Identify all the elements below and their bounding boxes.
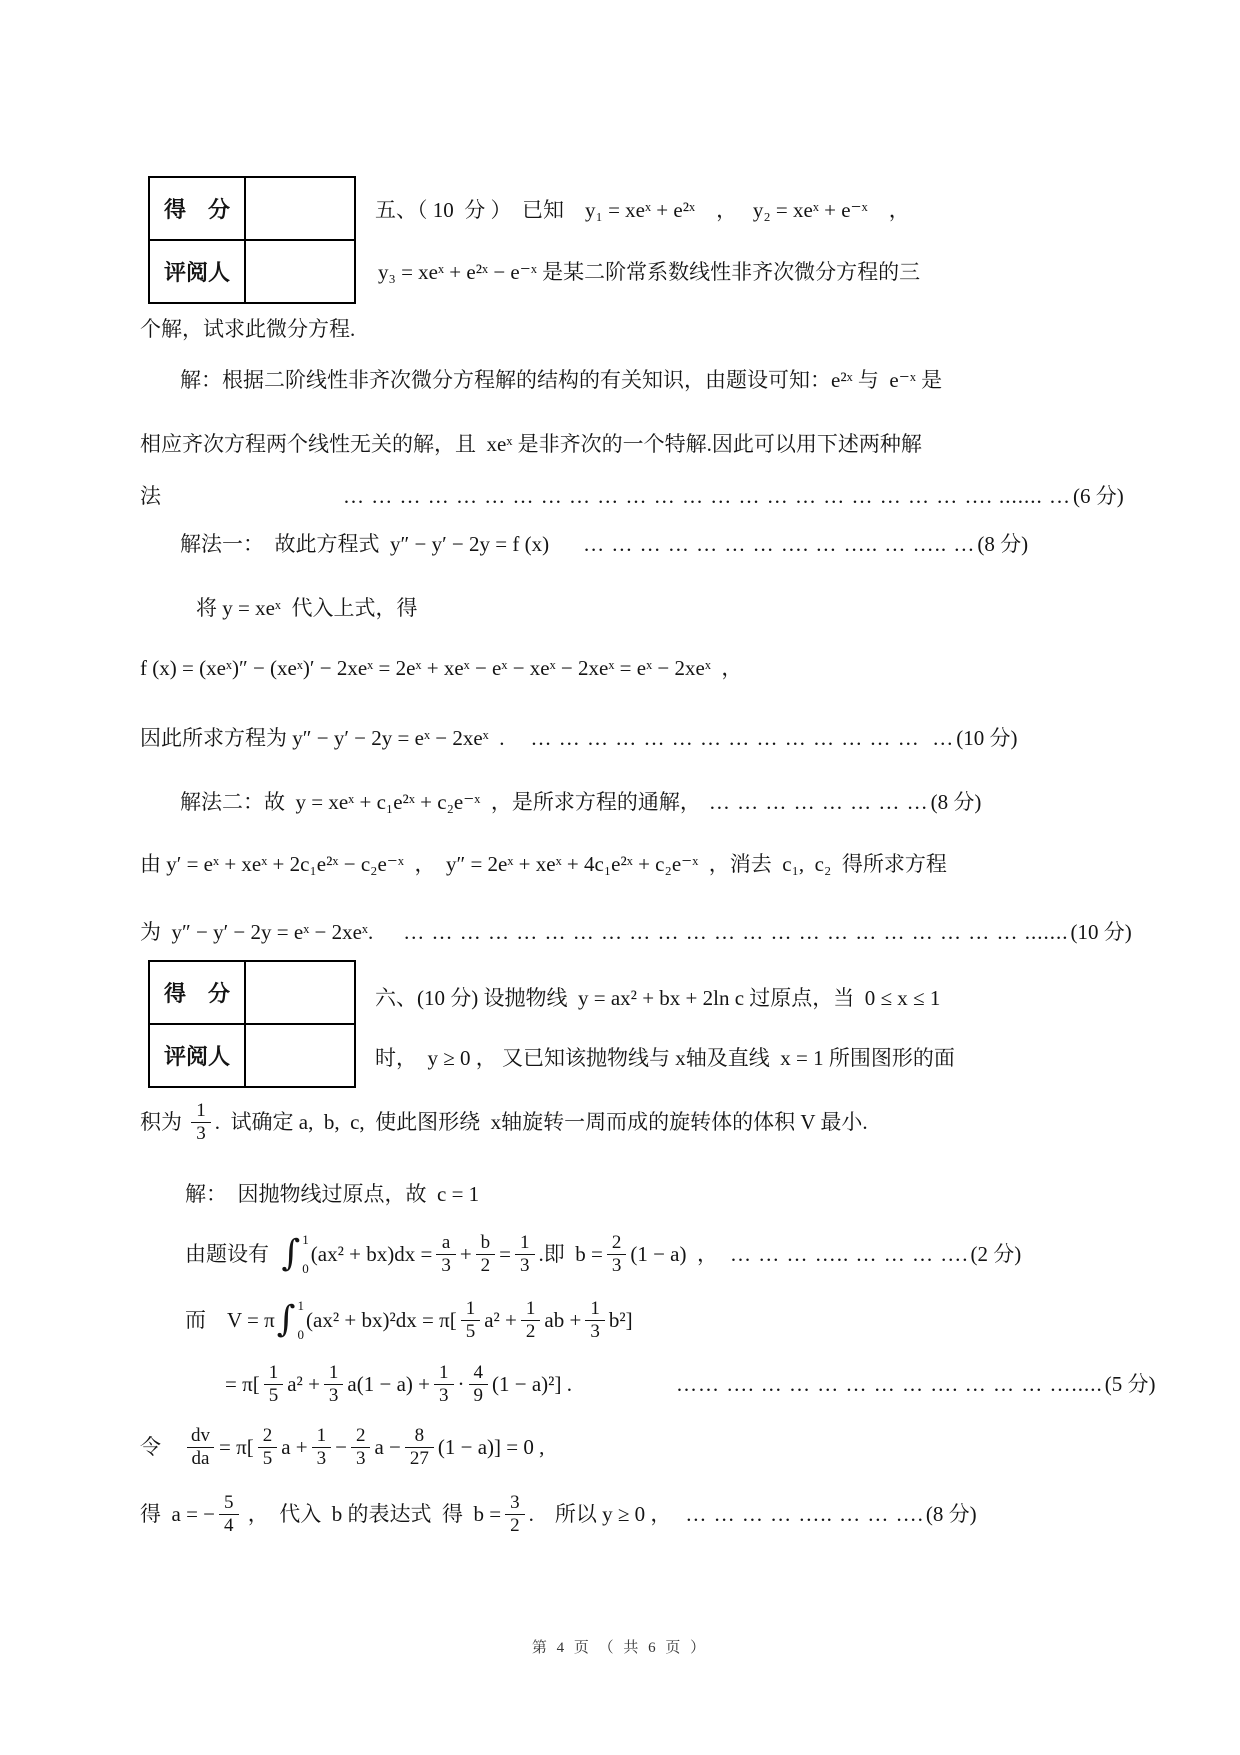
p5-method2-result-text: 为 y″ − y′ − 2y = eˣ − 2xeˣ. (140, 920, 374, 944)
p5-method1-result (140, 724, 1018, 752)
score-box-problem5 (148, 176, 356, 304)
score-mark-8: (8 分) (925, 1502, 977, 1527)
fraction-5-4 (219, 1492, 239, 1537)
p6-final-term1: ， 代入 b 的表达式 得 b = (242, 1502, 502, 1527)
fraction-numerator: 1 (465, 1298, 476, 1319)
p5-solution-intro1 (180, 366, 942, 394)
fraction-denominator: 9 (469, 1384, 489, 1407)
p6-solution-c (185, 1180, 479, 1208)
dots-leader: … … … … … … … … (708, 790, 929, 814)
fraction-numerator: 2 (355, 1425, 366, 1446)
fraction-numerator: 1 (520, 1232, 530, 1253)
fraction-dv-da (186, 1425, 215, 1470)
fraction-numerator: 3 (510, 1492, 520, 1513)
fraction-denominator: 5 (461, 1320, 481, 1343)
equals-sign: = (499, 1242, 511, 1267)
p6-derivative-equation (140, 1425, 544, 1470)
p5-method2-derivatives-text: 由 y′ = eˣ + xeˣ + 2c₁e²ˣ − c₂e⁻ˣ ， y″ = 2eˣ + xeˣ + 4c₁e²ˣ + c₂e⁻ˣ ，消去 c₁, c₂ 得所求方程 (140, 852, 947, 876)
integral-lower-limit: 0 (302, 1261, 309, 1277)
integral-0-1 (277, 1299, 304, 1341)
p5-statement-text1: 五、（ 10 分 ） 已知 y₁ = xeˣ + e²ˣ ， y₂ = xeˣ + e⁻ˣ ， (375, 198, 910, 222)
fraction-8-27 (405, 1425, 434, 1470)
fraction-numerator: a (441, 1232, 451, 1253)
dots-leader: … … … … … … … …. … ….. … ….. … (583, 532, 976, 556)
score-label: 得 分 (150, 178, 246, 239)
fraction-denominator: 5 (264, 1384, 284, 1407)
p6-volume-term1: a² + (484, 1308, 517, 1333)
p5-method1-head-text: 解法一： 故此方程式 y″ − y′ − 2y = f (x) (180, 532, 550, 556)
p5-statement-text3: 个解，试求此微分方程. (140, 317, 356, 341)
p5-method1-fx-text: f (x) = (xeˣ)″ − (xeˣ)′ − 2xeˣ = 2eˣ + xeˣ − eˣ − xeˣ − 2xeˣ = eˣ − 2xeˣ ， (140, 656, 743, 680)
fraction-numerator: 5 (224, 1492, 234, 1513)
fraction-denominator: 27 (405, 1447, 434, 1470)
fraction-denominator: 3 (434, 1384, 454, 1407)
p5-statement-line1 (375, 196, 910, 224)
integral-upper-limit: 1 (297, 1298, 304, 1314)
p6-solution-c-text: 解： 因抛物线过原点，故 c = 1 (185, 1182, 480, 1206)
fraction-3-2 (505, 1492, 525, 1537)
fraction-numerator: 8 (414, 1425, 425, 1446)
p5-method1-substitute (196, 594, 417, 622)
p6-statement-line2 (375, 1044, 955, 1072)
p6-statement-text2: 时， y ≥ 0 ， 又已知该抛物线与 x轴及直线 x = 1 所围图形的面 (375, 1046, 955, 1070)
p5-solution-intro2 (140, 430, 922, 458)
fraction-denominator: 3 (351, 1447, 371, 1470)
fraction-numerator: 4 (473, 1362, 483, 1383)
score-mark-6: (6 分) (1073, 484, 1124, 508)
fraction-b-2 (476, 1232, 496, 1277)
fraction-numerator: 1 (316, 1425, 327, 1446)
p6-derivative-term1: = π[ (219, 1435, 254, 1460)
fraction-2-5 (258, 1425, 278, 1470)
integral-sign: ∫ (276, 1299, 296, 1341)
p6-final-result (140, 1492, 977, 1537)
fraction-numerator: 1 (439, 1362, 449, 1383)
fraction-4-9 (469, 1362, 489, 1407)
fraction-1-3 (585, 1298, 605, 1343)
score-value-cell (246, 178, 354, 239)
p6-area-mid: .即 b = (538, 1242, 603, 1267)
fraction-numerator: 1 (590, 1298, 600, 1319)
fraction-numerator: b (480, 1232, 491, 1253)
p6-statement-line1 (375, 984, 940, 1012)
score-row (150, 178, 354, 239)
dots-leader: … … … … ….. … … …. (685, 1502, 924, 1527)
score-mark-10: (10 分) (1070, 920, 1132, 944)
integral-0-1 (282, 1233, 309, 1275)
p5-method2-result (140, 918, 1132, 946)
page-footer (0, 1636, 1240, 1657)
fraction-denominator: 3 (324, 1384, 344, 1407)
p5-statement-line2 (378, 258, 920, 286)
p6-volume-expanded (225, 1362, 1155, 1407)
p5-solution-intro2-text: 相应齐次方程两个线性无关的解，且 xeˣ 是非齐次的一个特解.因此可以用下述两种解 (140, 432, 922, 456)
dots-leader: … … … … … … … … … … … … … … … … … … … … … … …. ....... … (343, 484, 1071, 508)
p6-area-pre: 由题设有 (185, 1242, 280, 1267)
dots-leader: … … … … … … … … … … … … … … … … … … … … … … ....... (403, 920, 1069, 944)
reviewer-label: 评阅人 (150, 1025, 246, 1086)
score-mark-10: (10 分) (956, 726, 1018, 750)
fraction-1-5 (461, 1298, 481, 1343)
fraction-denominator: 2 (505, 1514, 525, 1537)
p6-expanded-term3: (1 − a)²] . (492, 1372, 572, 1397)
p6-expanded-term2: a(1 − a) + (347, 1372, 430, 1397)
fraction-numerator: 2 (262, 1425, 273, 1446)
p6-area-equation (185, 1232, 1021, 1277)
p6-volume-term2: ab + (544, 1308, 582, 1333)
dots-leader: … … … ….. … … … …. (730, 1242, 969, 1267)
integral-limits (296, 1299, 305, 1341)
score-box-problem6 (148, 960, 356, 1088)
plus-sign: + (459, 1242, 472, 1267)
p6-volume-pre: 而 V = π (185, 1308, 275, 1333)
fraction-denominator: 3 (436, 1254, 456, 1277)
p5-method2-head (180, 788, 981, 816)
p5-solution-intro3 (140, 482, 1124, 510)
p6-derivative-term2: a + (281, 1435, 308, 1460)
score-mark-8: (8 分) (977, 532, 1029, 556)
p6-derivative-term4: a − (374, 1435, 401, 1460)
integral-sign: ∫ (281, 1233, 301, 1275)
fraction-numerator: dv (191, 1425, 210, 1446)
score-value-cell (246, 962, 354, 1023)
reviewer-label: 评阅人 (150, 241, 246, 302)
integral-limits (300, 1233, 309, 1275)
p6-area-post: (1 − a) (630, 1242, 687, 1267)
score-mark-8: (8 分) (930, 790, 982, 814)
fraction-denominator: 5 (258, 1447, 278, 1470)
p5-statement-line3 (140, 315, 355, 343)
fraction-a-3 (436, 1232, 456, 1277)
fraction-denominator: 4 (219, 1514, 239, 1537)
fraction-denominator: 3 (515, 1254, 535, 1277)
p6-final-term2: . 所以 y ≥ 0 ， (528, 1502, 672, 1527)
p6-statement-line3 (140, 1100, 868, 1145)
fraction-1-3 (312, 1425, 332, 1470)
multiply-dot: · (457, 1372, 465, 1397)
fraction-numerator: 1 (268, 1362, 279, 1383)
p6-expanded-term1: a² + (287, 1372, 320, 1397)
fraction-denominator: 2 (521, 1320, 541, 1343)
fraction-1-3 (434, 1362, 454, 1407)
p6-statement-text3-pre: 积为 (140, 1110, 188, 1135)
dots-leader: … … … … … … … … … … … … … … … (530, 726, 955, 750)
fraction-1-5 (264, 1362, 284, 1407)
score-label: 得 分 (150, 962, 246, 1023)
score-mark-2: (2 分) (970, 1242, 1022, 1267)
fraction-denominator: 3 (312, 1447, 332, 1470)
fraction-denominator: 3 (191, 1122, 211, 1145)
minus-sign: − (335, 1435, 347, 1460)
fraction-denominator: 3 (585, 1320, 605, 1343)
p5-solution-intro1-text: 解：根据二阶线性非齐次微分方程解的结构的有关知识，由题设可知：e²ˣ 与 e⁻ˣ 是 (180, 368, 943, 392)
reviewer-value-cell (246, 1025, 354, 1086)
p5-method1-fx-equation (140, 654, 742, 682)
p5-statement-text2: y₃ = xeˣ + e²ˣ − e⁻ˣ 是某二阶常系数线性非齐次微分方程的三 (378, 260, 921, 284)
p6-derivative-pre: 令 (140, 1435, 182, 1460)
fraction-2-3 (351, 1425, 371, 1470)
fraction-1-2 (521, 1298, 541, 1343)
fraction-one-third (191, 1100, 211, 1145)
p5-method1-substitute-text: 将 y = xeˣ 代入上式，得 (196, 596, 418, 620)
p5-method1-result-text: 因此所求方程为 y″ − y′ − 2y = eˣ − 2xeˣ . (140, 726, 505, 750)
p6-volume-term3: b²] (608, 1308, 633, 1333)
p6-derivative-term5: (1 − a)] = 0 , (437, 1435, 545, 1460)
reviewer-value-cell (246, 241, 354, 302)
integral-lower-limit: 0 (297, 1327, 304, 1343)
p5-method2-head-text: 解法二：故 y = xeˣ + c₁e²ˣ + c₂e⁻ˣ ，是所求方程的通解， (180, 790, 701, 814)
p5-method1-head (180, 530, 1028, 558)
integral-upper-limit: 1 (302, 1232, 309, 1248)
p6-expanded-pre: = π[ (225, 1372, 260, 1397)
p6-volume-integrand: (ax² + bx)²dx = π[ (306, 1308, 457, 1333)
fraction-2-3 (607, 1232, 627, 1277)
dots-leader: …… …. … … … … … … …. … … … …..... (675, 1372, 1103, 1397)
fraction-numerator: 1 (196, 1100, 206, 1121)
score-mark-5: (5 分) (1104, 1372, 1156, 1397)
fraction-numerator: 1 (328, 1362, 339, 1383)
fraction-1-3 (324, 1362, 344, 1407)
fraction-numerator: 1 (525, 1298, 536, 1319)
fraction-1-3 (515, 1232, 535, 1277)
p6-statement-text1: 六、(10 分) 设抛物线 y = ax² + bx + 2ln c 过原点，当 0 ≤ x ≤ 1 (375, 986, 941, 1010)
reviewer-row (150, 239, 354, 302)
p5-solution-intro3-text: 法 (140, 484, 161, 508)
p6-volume-equation (185, 1298, 633, 1343)
fraction-denominator: 2 (476, 1254, 496, 1277)
comma: ， (686, 1242, 718, 1267)
p6-statement-text3-post: . 试确定 a, b, c, 使此图形绕 x轴旋转一周而成的旋转体的体积 V 最小. (214, 1110, 868, 1135)
fraction-denominator: da (187, 1447, 215, 1470)
p6-area-integrand: (ax² + bx)dx = (310, 1242, 433, 1267)
reviewer-row (150, 1023, 354, 1086)
fraction-numerator: 2 (611, 1232, 622, 1253)
score-row (150, 962, 354, 1023)
page-number-text: 第 4 页 （ 共 6 页 ） (531, 1640, 709, 1656)
fraction-denominator: 3 (607, 1254, 627, 1277)
p6-final-pre: 得 a = − (140, 1502, 216, 1527)
p5-method2-derivatives (140, 850, 947, 878)
